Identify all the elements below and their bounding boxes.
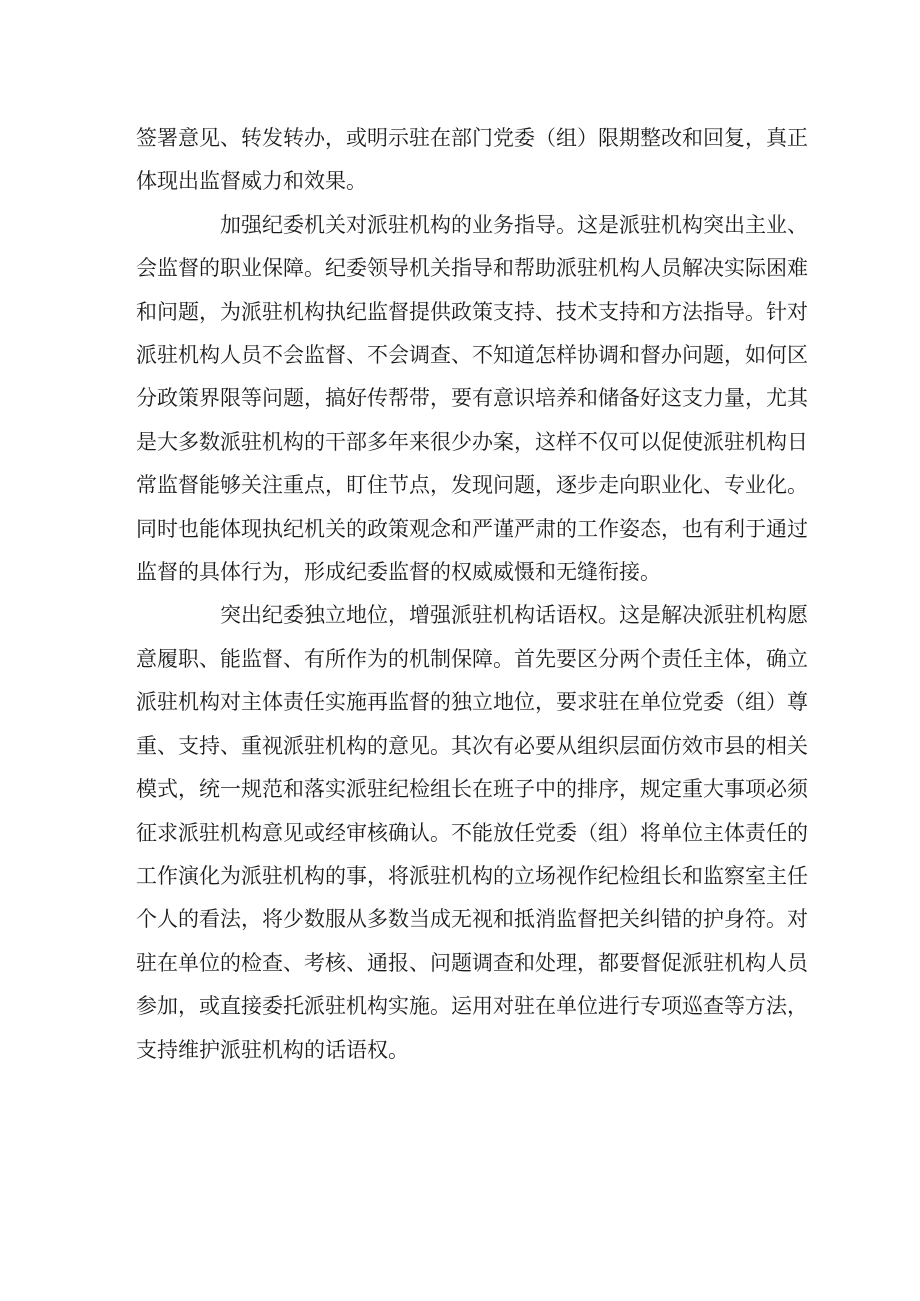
text-line: 驻在单位的检查、考核、通报、问题调查和处理，都要督促派驻机构人员	[136, 950, 808, 975]
paragraph-3	[136, 594, 808, 1071]
text-line: 是大多数派驻机构的干部多年来很少办案，这样不仅可以促使派驻机构日	[136, 429, 808, 454]
document-body	[136, 117, 808, 1072]
text-line: 会监督的职业保障。纪委领导机关指导和帮助派驻机构人员解决实际困难	[136, 256, 808, 281]
text-line: 加强纪委机关对派驻机构的业务指导。这是派驻机构突出主业、	[220, 212, 808, 237]
paragraph-1	[136, 117, 808, 204]
text-line: 分政策界限等问题，搞好传帮带，要有意识培养和储备好这支力量，尤其	[136, 386, 808, 411]
text-line: 意履职、能监督、有所作为的机制保障。首先要区分两个责任主体，确立	[136, 646, 808, 671]
text-line: 同时也能体现执纪机关的政策观念和严谨严肃的工作姿态，也有利于通过	[136, 516, 808, 541]
text-line: 突出纪委独立地位，增强派驻机构话语权。这是解决派驻机构愿	[220, 603, 808, 628]
text-line: 监督的具体行为，形成纪委监督的权威威慑和无缝衔接。	[136, 560, 661, 585]
text-line: 支持维护派驻机构的话语权。	[136, 1037, 409, 1062]
text-line: 派驻机构人员不会监督、不会调查、不知道怎样协调和督办问题，如何区	[136, 343, 808, 368]
text-line: 签署意见、转发转办，或明示驻在部门党委（组）限期整改和回复，真正	[136, 126, 808, 150]
text-line: 重、支持、重视派驻机构的意见。其次有必要从组织层面仿效市县的相关	[136, 733, 808, 758]
text-line: 工作演化为派驻机构的事，将派驻机构的立场视作纪检组长和监察室主任	[136, 863, 808, 888]
text-line: 参加，或直接委托派驻机构实施。运用对驻在单位进行专项巡查等方法，	[136, 994, 808, 1019]
text-line: 派驻机构对主体责任实施再监督的独立地位，要求驻在单位党委（组）尊	[136, 690, 808, 715]
text-line: 个人的看法，将少数服从多数当成无视和抵消监督把关纠错的护身符。对	[136, 907, 808, 932]
text-line: 体现出监督威力和效果。	[136, 169, 367, 194]
text-line: 模式，统一规范和落实派驻纪检组长在班子中的排序，规定重大事项必须	[136, 777, 808, 802]
paragraph-2	[136, 204, 808, 595]
text-line: 征求派驻机构意见或经审核确认。不能放任党委（组）将单位主体责任的	[136, 820, 808, 845]
text-line: 和问题，为派驻机构执纪监督提供政策支持、技术支持和方法指导。针对	[136, 299, 808, 324]
text-line: 常监督能够关注重点，盯住节点，发现问题，逐步走向职业化、专业化。	[136, 473, 808, 498]
